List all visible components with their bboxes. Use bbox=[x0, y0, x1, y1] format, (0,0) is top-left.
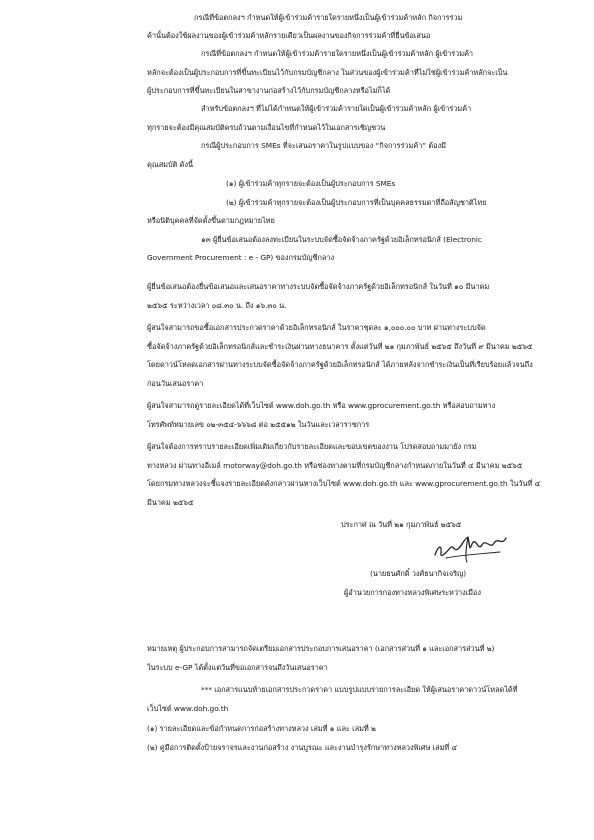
text-line: หลักจะต้องเป็นผู้ประกอบการที่ขึ้นทะเบียนไว้กับกรมบัญชีกลาง ในส่วนของผู้เข้าร่วมค้าที่ไม่ใช่ผู้เข้าร่วมค้าหลักจะเป็น bbox=[147, 68, 508, 77]
text-line: ผู้สนใจต้องการทราบรายละเอียดเพิ่มเติมเกี่ยวกับรายละเอียดและขอบเขตของงาน โปรดสอบถามมายัง กรม bbox=[147, 442, 477, 451]
signatory-position: ผู้อำนวยการกองทางหลวงพิเศษระหว่างเมือง bbox=[344, 588, 481, 597]
text-line: ผู้สนใจสามารถขอซื้อเอกสารประกวดราคาด้วยอิเล็กทรอนิกส์ ในราคาชุดละ ๑,๐๐๐.๐๐ บาท ผ่านทางระบบจัด bbox=[147, 323, 486, 332]
text-line: โดยดาวน์โหลดเอกสารผ่านทางระบบจัดซื้อจัดจ้างภาครัฐด้วยอิเล็กทรอนิกส์ ได้ภายหลังจากชำระเงินเป็นที่เรียบร้อยแล้วจนถึง bbox=[147, 360, 533, 369]
text-line: มีนาคม ๒๕๖๕ bbox=[147, 498, 194, 507]
text-line: ก่อนวันเสนอราคา bbox=[147, 379, 204, 388]
remarks-line: ในระบบ e-GP ได้ตั้งแต่วันที่ขอเอกสารจนถึงวันเสนอราคา bbox=[147, 663, 328, 672]
text-line: กรณีที่ข้อตกลงฯ กำหนดให้ผู้เข้าร่วมค้ารายใดรายหนึ่งเป็นผู้เข้าร่วมค้าหลัก ผู้เข้าร่วมค้า bbox=[201, 49, 474, 58]
text-line: หรือนิติบุคคลที่จัดตั้งขึ้นตามกฎหมายไทย bbox=[147, 216, 275, 225]
attachment-note: *** เอกสารแนบท้ายเอกสารประกวดราคา แบบรูปแบบรายการละเอียด ให้ผู้เสนอราคาดาวน์โหลดได้ที่ bbox=[201, 685, 518, 694]
text-line: Government Procurement : e - GP) ของกรมบัญชีกลาง bbox=[147, 253, 335, 262]
signatory-name: (นายธนศักดิ์ วงศ์ธนากิจเจริญ) bbox=[370, 569, 467, 578]
text-line: กรณีผู้ประกอบการ SMEs ที่จะเสนอราคาในรูปแบบของ “กิจการร่วมค้า” ต้องมี bbox=[201, 141, 446, 150]
text-line: สำหรับข้อตกลงฯ ที่ไม่ได้กำหนดให้ผู้เข้าร่วมค้ารายใดเป็นผู้เข้าร่วมค้าหลัก ผู้เข้าร่วมค้า bbox=[201, 104, 472, 113]
signature-image bbox=[432, 528, 514, 566]
text-line: คุณสมบัติ ดังนี้ bbox=[147, 160, 193, 169]
text-line: ค้านั้นต้องใช้ผลงานของผู้เข้าร่วมค้าหลักรายเดียวเป็นผลงานของกิจการร่วมค้าที่ยื่นข้อเสนอ bbox=[147, 31, 431, 40]
text-line: ทุกรายจะต้องมีคุณสมบัติครบถ้วนตามเงื่อนไขที่กำหนดไว้ในเอกสารเชิญชวน bbox=[147, 123, 386, 132]
announcement-date: ประกาศ ณ วันที่ ๒๑ กุมภาพันธ์ ๒๕๖๕ bbox=[341, 520, 462, 529]
text-line: โดยกรมทางหลวงจะชี้แจงรายละเอียดดังกล่าวผ่านทางเว็บไซต์ www.doh.go.th และ www.gprocurement.go.th ในวันที่ ๔ bbox=[147, 479, 541, 488]
list-item: (๒) ผู้เข้าร่วมค้าทุกรายจะต้องเป็นผู้ประกอบการที่เป็นบุคคลธรรมดาที่ถือสัญชาติไทย bbox=[226, 198, 487, 207]
text-line: กรณีที่ข้อตกลงฯ กำหนดให้ผู้เข้าร่วมค้ารายใดรายหนึ่งเป็นผู้เข้าร่วมค้าหลัก กิจการร่วม bbox=[194, 13, 463, 22]
text-line: ซื้อจัดจ้างภาครัฐด้วยอิเล็กทรอนิกส์และชำระเงินผ่านทางธนาคาร ตั้งแต่วันที่ ๒๑ กุมภาพันธ์ ๒๕๖๕ ถึงวันที่ ๙ มีนาคม ๒๕๖๕ bbox=[147, 342, 533, 351]
text-line: ผู้ประกอบการที่ขึ้นทะเบียนในสาขางานก่อสร้างไว้กับกรมบัญชีกลางหรือไม่ก็ได้ bbox=[147, 86, 391, 95]
text-line: ๒๕๖๕ ระหว่างเวลา ๐๘.๓๐ น. ถึง ๑๖.๓๐ น. bbox=[147, 301, 287, 310]
attachment-item: (๑) รายละเอียดและข้อกำหนดการก่อสร้างทางหลวง เล่มที่ ๑ และ เล่มที่ ๒ bbox=[147, 724, 376, 733]
text-line: ทางหลวง ผ่านทางอีเมล์ motorway@doh.go.th หรือช่องทางตามที่กรมบัญชีกลางกำหนดภายในวันที่ ๔ มีนาคม ๒๕๖๕ bbox=[147, 461, 523, 470]
text-line: ผู้ยื่นข้อเสนอต้องยื่นข้อเสนอและเสนอราคาทางระบบจัดซื้อจัดจ้างภาครัฐด้วยอิเล็กทรอนิกส์ ในวันที่ ๑๐ มีนาคม bbox=[147, 282, 490, 291]
text-line: โทรศัพท์หมายเลข ๐๒-๓๕๔-๖๖๖๘ ต่อ ๒๕๕๑๒ ในวันและเวลาราชการ bbox=[147, 420, 370, 429]
remarks-line: หมายเหตุ ผู้ประกอบการสามารถจัดเตรียมเอกสารประกอบการเสนอราคา (เอกสารส่วนที่ ๑ และเอกสารส่วนที่ ๒) bbox=[147, 644, 495, 653]
attachment-item: (๒) คู่มือการติดตั้งป้ายจราจรและงานก่อสร้าง งานบูรณะ และงานบำรุงรักษาทางหลวงพิเศษ เล่มที่ ๔ bbox=[147, 743, 458, 752]
attachment-note: เว็บไซต์ www.doh.go.th bbox=[147, 704, 229, 713]
list-item: (๑) ผู้เข้าร่วมค้าทุกรายจะต้องเป็นผู้ประกอบการ SMEs bbox=[226, 179, 396, 188]
text-line: ผู้สนใจสามารถดูรายละเอียดได้ที่เว็บไซต์ www.doh.go.th หรือ www.gprocurement.go.th หรือสอบถามทาง bbox=[147, 401, 496, 410]
numbered-item: ๑๓ ผู้ยื่นข้อเสนอต้องลงทะเบียนในระบบจัดซื้อจัดจ้างภาครัฐด้วยอิเล็กทรอนิกส์ (Electronic bbox=[201, 235, 482, 244]
